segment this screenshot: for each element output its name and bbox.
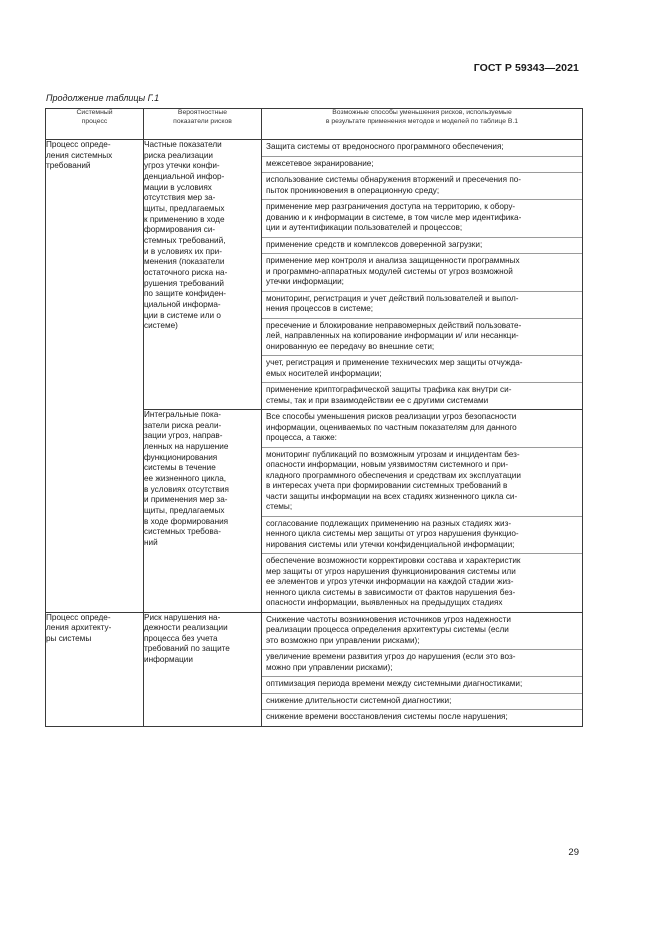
- header-risk-indicators: Вероятностные показатели рисков: [144, 109, 262, 140]
- method-item: мониторинг, регистрация и учет действий пользователей и выпол- нения процессов в системе;: [262, 292, 582, 319]
- method-item: снижение времени восстановления системы после нарушения;: [266, 712, 508, 721]
- method-item: применение криптографической защиты трафика как внутри си- стемы, так и при взаимодействии ее с другими системами: [266, 385, 512, 405]
- method-item: Снижение частоты возникновения источников угроз надежности реализации процесса определения архитектуры системы (если это возможно при управлении рисками);: [262, 613, 582, 651]
- method-item: снижение длительности системной диагностики;: [262, 694, 582, 711]
- methods-cell: [262, 612, 583, 726]
- indicator-cell: Частные показатели риска реализации угроз утечки конфи- денциальной инфор- мации в условиях отсутствия мер за- щиты, предлагаемых к применению в ходе формирования си- стемных требований, и в условиях их при- менения (показатели остаточного риска на- рушения требований по защите конфиден- циальной информа- ции в системе или о системе): [144, 140, 262, 410]
- indicator-cell: Интегральные пока- затели риска реали- зации угроз, направ- ленных на нарушение функционирования системы в течение ее жизненного цикла, в условиях отсутствия и применения мер за- щиты, предлагаемых в ходе формирования системных требова- ний: [144, 410, 262, 613]
- method-item: Все способы уменьшения рисков реализации угроз безопасности информации, оцениваемых по частным показателям для данного процесса, а также:: [262, 410, 582, 448]
- methods-cell: [262, 410, 583, 613]
- method-item: пресечение и блокирование неправомерных действий пользовате- лей, направленных на копирование информации и/ или несанкци- онированную ее передачу во внешние сети;: [262, 319, 582, 357]
- method-item: применение средств и комплексов доверенной загрузки;: [262, 238, 582, 255]
- header-risk-reduction-methods: Возможные способы уменьшения рисков, используемые в результате применения методов и моделей по таблице В.1: [262, 109, 583, 140]
- method-item: использование системы обнаружения вторжений и пресечения по- пыток проникновения в операционную среду;: [262, 173, 582, 200]
- method-item: мониторинг публикаций по возможным угрозам и инцидентам без- опасности информации, новым уязвимостям системного и при- кладного программного обеспечения и средствам их эксплуатации в интересах учета при формировании системных требований в части защиты информации на всех стадиях жизненного цикла си- стемы;: [262, 448, 582, 517]
- table-header-row: [46, 109, 583, 140]
- table-row: [46, 140, 583, 410]
- method-item: учет, регистрация и применение технических мер защиты отчужда- емых носителей информации;: [262, 356, 582, 383]
- header-system-process: Системный процесс: [46, 109, 144, 140]
- method-item: оптимизация периода времени между системными диагностиками;: [262, 677, 582, 694]
- method-item: межсетевое экранирование;: [262, 157, 582, 174]
- method-item: применение мер разграничения доступа на территорию, к обору- дованию и к информации в системе, в том числе мер идентифика- ции и аутентификации пользователей и процессов;: [262, 200, 582, 238]
- method-item: применение мер контроля и анализа защищенности программных и программно-аппаратных модулей системы от угроз возможной утечки информации;: [262, 254, 582, 292]
- methods-cell: [262, 140, 583, 410]
- process-cell: Процесс опреде- ления архитекту- ры системы: [46, 612, 144, 726]
- table-row: [46, 612, 583, 726]
- risk-methods-table: [45, 108, 583, 727]
- indicator-cell: Риск нарушения на- дежности реализации процесса без учета требований по защите информации: [144, 612, 262, 726]
- method-item: увеличение времени развития угроз до нарушения (если это воз- можно при управлении рисками);: [262, 650, 582, 677]
- method-item: Защита системы от вредоносного программного обеспечения;: [262, 140, 582, 157]
- method-item: согласование подлежащих применению на разных стадиях жиз- ненного цикла системы мер защиты от угроз нарушения функцио- нирования системы или утечки конфиденциальной информации;: [262, 517, 582, 555]
- page-number: 29: [568, 847, 579, 858]
- standard-designation: ГОСТ Р 59343—2021: [473, 62, 579, 74]
- method-item: обеспечение возможности корректировки состава и характеристик мер защиты от угроз нарушения функционирования системы или ее элементов и угроз утечки информации на каждой стадии жиз- ненного цикла системы в зависимости от фактов нарушения без- опасности информации, выявленных на предыдущих стадиях: [266, 556, 521, 607]
- table-continuation-caption: Продолжение таблицы Г.1: [46, 93, 160, 103]
- process-cell: Процесс опреде- ления системных требований: [46, 140, 144, 613]
